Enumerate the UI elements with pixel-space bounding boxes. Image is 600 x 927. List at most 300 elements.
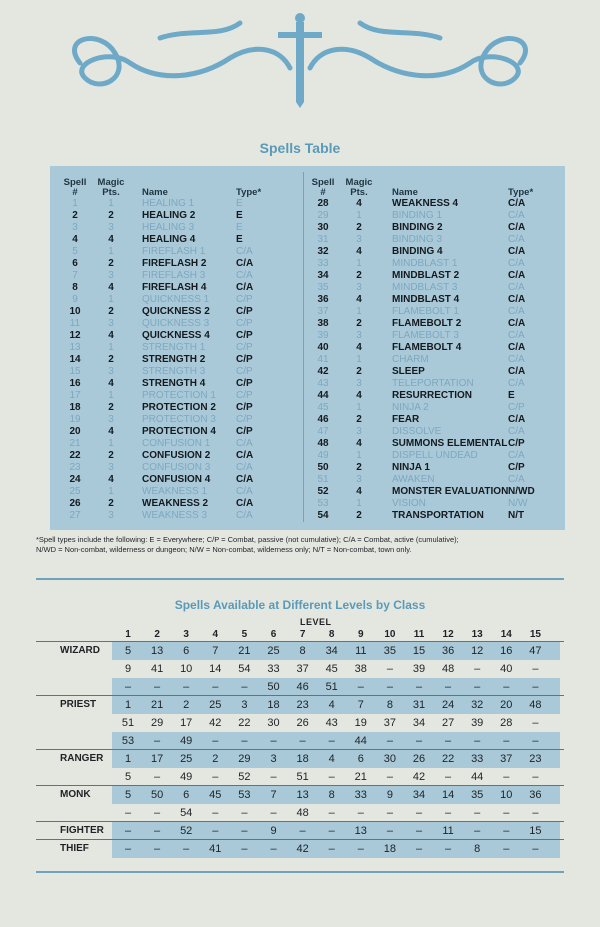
level-cell: 13 [296,789,309,801]
spell-row [58,306,298,318]
spell-row [308,246,558,258]
spell-row [308,378,558,390]
level-cell: – [212,825,219,837]
spell-number: 14 [69,354,81,365]
level-cell: 50 [267,681,280,693]
spell-magic-points: 1 [356,258,362,269]
level-cell: 16 [500,645,513,657]
header-name: Name [142,187,168,198]
level-cell: 9 [386,789,393,801]
spell-number: 53 [317,498,329,509]
spell-name: BINDING 1 [392,210,443,221]
level-cell: 13 [354,825,367,837]
spell-magic-points: 3 [356,234,362,245]
spell-name: RESURRECTION [392,390,473,401]
spell-number: 35 [317,282,329,293]
spell-type: C/A [508,450,525,461]
level-cell: 21 [354,771,367,783]
spell-magic-points: 1 [356,210,362,221]
spell-type: E [236,198,243,209]
spell-name: CONFUSION 4 [142,474,211,485]
spell-row [58,270,298,282]
level-cell: 30 [267,717,280,729]
spell-name: CONFUSION 3 [142,462,211,473]
spell-name: FIREFLASH 4 [142,282,207,293]
level-cell: 54 [238,663,251,675]
spell-type: C/A [508,330,525,341]
divider-line [36,578,564,580]
spell-row [58,366,298,378]
spell-type: C/A [236,486,253,497]
spell-magic-points: 1 [108,342,114,353]
spell-number: 23 [69,462,81,473]
level-number: 4 [212,629,219,640]
spell-magic-points: 2 [356,510,362,521]
level-cell: 22 [441,753,455,765]
spell-number: 15 [69,366,81,377]
spell-type: C/A [236,246,253,257]
spell-row [58,378,298,390]
spell-row [308,498,558,510]
level-cell: – [532,681,539,693]
spell-row [58,354,298,366]
level-cell: – [212,807,219,819]
spell-number: 10 [69,306,81,317]
level-cell: 10 [180,663,193,675]
spell-type: C/A [508,222,526,233]
level-cell: – [183,843,190,855]
spell-magic-points: 3 [108,366,114,377]
spells-table-title: Spells Table [259,140,341,156]
level-cell: – [532,843,539,855]
level-cell: 17 [180,717,193,729]
level-cell: 47 [529,645,542,657]
level-cell: 11 [355,645,367,657]
spell-name: WEAKNESS 3 [142,510,208,521]
levels-table-title: Spells Available at Different Levels by Class [174,598,426,612]
spell-row [308,450,558,462]
spell-magic-points: 2 [356,462,362,473]
spell-row [58,438,298,450]
level-cell: 23 [529,753,542,765]
spell-name: PROTECTION 3 [142,414,216,425]
footnote-line: *Spell types include the following: E = Everywhere; C/P = Combat, passive (not cumulative); C/A = Combat, active (cumulative); [36,535,459,544]
header-name: Name [392,187,418,198]
level-cell: 20 [500,699,513,711]
spell-type: C/A [508,270,526,281]
spell-name: STRENGTH 1 [142,342,206,353]
level-number: 3 [183,629,189,640]
spell-name: FLAMEBOLT 3 [392,330,459,341]
level-cell: 33 [354,789,367,801]
spell-number: 2 [72,210,78,221]
spell-row [58,510,298,522]
level-cell: – [357,681,364,693]
level-cell: 13 [150,645,164,657]
level-cell: 8 [386,699,393,711]
level-cell: 1 [124,699,132,711]
spell-magic-points: 3 [108,318,114,329]
spell-row [308,318,558,330]
level-cell: – [386,807,393,819]
level-cell: 49 [180,735,193,747]
level-cell: 41 [209,843,222,855]
spells-table [50,166,565,530]
level-cell: 40 [500,663,513,675]
level-cell: 1 [124,753,132,765]
spells-header-left [58,172,298,198]
level-cell: 37 [383,717,397,729]
spell-type: C/P [236,318,253,329]
level-cell: – [212,735,219,747]
spell-magic-points: 1 [108,390,114,401]
level-cell: 18 [267,699,280,711]
spell-row [308,222,558,234]
spell-name: MINDBLAST 1 [392,258,458,269]
level-number: 12 [442,629,454,640]
spell-row [58,198,298,210]
level-cell: 15 [412,645,426,657]
level-cell: 2 [183,699,190,711]
spell-magic-points: 2 [108,354,114,365]
header-magic: Magic [97,177,125,188]
spell-type: C/A [236,438,253,449]
level-cell: – [445,807,452,819]
level-cell: – [183,681,190,693]
level-cell: – [474,825,481,837]
spell-row [58,330,298,342]
spell-magic-points: 2 [356,318,362,329]
spell-number: 11 [69,318,81,329]
level-cell: – [503,807,510,819]
spell-row [58,282,298,294]
level-cell: 3 [241,699,248,711]
level-cell: 38 [354,663,367,675]
spell-name: HEALING 4 [142,234,196,245]
spell-magic-points: 4 [108,282,114,293]
level-cell: – [445,843,452,855]
header-type: Type* [236,187,262,198]
level-cell: 25 [267,645,280,657]
level-cell: 46 [296,681,309,693]
spell-number: 46 [317,414,329,425]
level-cell: – [241,807,248,819]
spell-type: C/A [508,198,526,209]
spell-type: C/P [236,294,253,305]
spell-magic-points: 3 [356,474,362,485]
spell-type: N/W [508,498,528,509]
level-cell: 29 [238,753,251,765]
spell-row [58,498,298,510]
spell-type: C/A [508,294,526,305]
spell-number: 18 [69,402,81,413]
spell-magic-points: 4 [108,474,114,485]
level-cell: 26 [296,717,309,729]
spell-number: 20 [69,426,81,437]
level-cell: 45 [325,663,338,675]
level-number: 7 [299,629,306,640]
class-name: PRIEST [60,699,97,710]
spell-number: 42 [317,366,329,377]
spell-row [308,234,558,246]
level-number: 14 [500,629,512,640]
spells-column-left [58,172,298,522]
spell-name: QUICKNESS 4 [142,330,210,341]
spell-number: 12 [69,330,81,341]
spells-header-right [308,172,558,198]
level-cell: 52 [238,771,251,783]
spell-row [308,258,558,270]
level-cell: 3 [270,753,277,765]
level-cell: – [503,771,510,783]
level-cell: 24 [441,699,455,711]
spells-column-right [308,172,558,522]
spell-row [308,282,558,294]
spell-magic-points: 3 [356,282,362,293]
level-cell: 48 [529,699,542,711]
level-cell: 48 [296,807,309,819]
spell-magic-points: 2 [108,210,114,221]
spell-type: C/P [508,462,525,473]
spell-row [308,210,558,222]
level-cell: – [299,735,306,747]
level-cell: – [154,807,161,819]
spell-row [58,450,298,462]
spell-row [308,330,558,342]
level-cell: 30 [383,753,397,765]
spell-name: HEALING 1 [142,198,195,209]
level-cell: – [357,843,364,855]
spell-row [58,414,298,426]
level-cell: 26 [412,753,426,765]
spell-number: 4 [72,234,78,245]
level-cell: 53 [121,735,135,747]
level-cell: 7 [357,699,364,711]
spell-type: C/A [508,354,525,365]
spell-magic-points: 1 [356,354,362,365]
spell-type: C/P [236,342,253,353]
spell-number: 5 [72,246,78,257]
level-cell: 42 [296,843,309,855]
level-number: 15 [529,629,541,640]
spell-magic-points: 1 [108,438,114,449]
spell-number: 17 [69,390,81,401]
level-number: 5 [241,629,248,640]
spell-type: C/A [508,318,526,329]
spell-row [58,318,298,330]
level-cell: 8 [474,843,481,855]
header-pts: Pts. [350,187,368,198]
level-cell: – [474,807,481,819]
level-cell: 9 [270,825,277,837]
level-cell: – [415,807,423,819]
spell-number: 3 [72,222,78,233]
level-cell: 53 [238,789,251,801]
level-number: 2 [154,629,160,640]
level-cell: 23 [296,699,309,711]
spell-type: N/WD [508,486,535,497]
level-cell: 12 [471,645,484,657]
spell-row [308,414,558,426]
level-cell: 32 [471,699,484,711]
spell-type: C/A [508,306,525,317]
level-cell: – [270,735,277,747]
header-spell: Spell [63,177,87,188]
spell-name: MONSTER EVALUATION [392,486,509,497]
spell-number: 27 [69,510,81,521]
spell-type: E [236,222,243,233]
spell-type: C/A [236,270,253,281]
spell-magic-points: 2 [108,498,114,509]
spell-type: E [508,390,515,401]
spell-number: 44 [317,390,329,401]
level-cell: 19 [354,717,367,729]
spell-type: E [236,210,243,221]
level-cell: 7 [212,645,219,657]
level-cell: 52 [180,825,193,837]
spell-type: C/A [508,474,525,485]
spell-row [308,270,558,282]
level-cell: – [270,771,277,783]
spell-name: TELEPORTATION [392,378,474,389]
level-cell: – [532,807,539,819]
level-cell: – [415,825,423,837]
spell-number: 1 [72,198,78,209]
class-name: RANGER [60,753,104,764]
spell-row [58,426,298,438]
spell-name: BINDING 2 [392,222,443,233]
spell-name: FIREFLASH 2 [142,258,207,269]
spell-row [58,234,298,246]
spell-name: FLAMEBOLT 1 [392,306,459,317]
spell-name: STRENGTH 2 [142,354,206,365]
spell-row [58,294,298,306]
spell-types-footnote [36,535,576,555]
spell-row [58,474,298,486]
spell-name: NINJA 1 [392,462,430,473]
spell-row [58,246,298,258]
level-cell: 33 [471,753,484,765]
spell-row [308,510,558,522]
spell-name: DISPELL UNDEAD [392,450,478,461]
spell-type: C/P [236,354,253,365]
spell-row [308,294,558,306]
level-cell: 35 [471,789,484,801]
spell-type: C/A [236,498,254,509]
spell-name: FIREFLASH 1 [142,246,206,257]
spell-row [308,486,558,498]
spell-number: 21 [69,438,81,449]
level-cell: – [270,843,277,855]
spell-type: C/P [236,378,253,389]
spell-magic-points: 1 [356,450,362,461]
level-cell: – [124,825,132,837]
level-cell: – [154,825,161,837]
spell-name: QUICKNESS 3 [142,318,210,329]
spell-name: WEAKNESS 4 [392,198,459,209]
spell-magic-points: 3 [356,378,362,389]
spell-magic-points: 4 [356,198,362,209]
spell-magic-points: 4 [108,426,114,437]
spell-number: 24 [69,474,81,485]
header-spell-num: # [320,187,326,198]
level-cell: 9 [124,663,132,675]
level-cell: 5 [124,645,132,657]
level-cell: – [328,771,335,783]
spell-name: VISION [392,498,426,509]
level-cell: – [270,807,277,819]
level-cell: 37 [500,753,513,765]
level-cell: – [154,735,161,747]
spell-number: 51 [317,474,329,485]
level-cell: – [124,807,132,819]
bottom-divider-line [36,871,564,873]
level-cell: 49 [180,771,193,783]
spell-magic-points: 4 [356,294,362,305]
header-magic: Magic [345,177,373,188]
level-cell: 14 [441,789,455,801]
spell-number: 32 [317,246,329,257]
class-name: MONK [60,789,91,800]
spell-row [58,486,298,498]
spell-name: HEALING 3 [142,222,195,233]
spell-row [308,198,558,210]
spell-name: MINDBLAST 3 [392,282,458,293]
footnote-line: N/WD = Non-combat, wilderness or dungeon; N/W = Non-combat, wilderness only; N/T = Non-combat, town only. [36,545,412,554]
level-cell: 6 [183,789,190,801]
level-cell: – [154,681,161,693]
spell-magic-points: 1 [356,402,362,413]
spell-type: C/P [236,366,253,377]
spell-magic-points: 1 [356,498,362,509]
header-pts: Pts. [102,187,120,198]
level-cell: – [328,825,335,837]
spell-name: FEAR [392,414,420,425]
header-type: Type* [508,187,534,198]
level-cell: – [241,735,248,747]
spell-name: TRANSPORTATION [392,510,484,521]
spell-number: 34 [317,270,329,281]
level-cell: 5 [124,771,132,783]
level-cell: – [474,735,481,747]
level-cell: 28 [500,717,513,729]
spell-number: 30 [317,222,329,233]
spell-magic-points: 3 [108,222,114,233]
level-number: 8 [328,629,335,640]
spell-row [308,366,558,378]
spell-magic-points: 4 [356,486,362,497]
level-cell: 51 [121,717,135,729]
spell-name: PROTECTION 2 [142,402,216,413]
spell-row [308,438,558,450]
spell-type: C/A [236,510,253,521]
level-number: 6 [270,629,277,640]
level-cell: 18 [383,843,397,855]
level-number: 13 [471,629,483,640]
level-cell: 22 [238,717,251,729]
level-number: 1 [125,629,131,640]
level-cell: 42 [412,771,426,783]
spell-magic-points: 2 [356,414,362,425]
level-cell: – [532,771,539,783]
spell-row [308,342,558,354]
level-cell: 44 [471,771,484,783]
level-cell: 4 [328,699,335,711]
spell-magic-points: 2 [108,258,114,269]
level-number: 11 [413,629,425,640]
spell-type: C/A [236,258,254,269]
spell-type: C/P [236,414,253,425]
